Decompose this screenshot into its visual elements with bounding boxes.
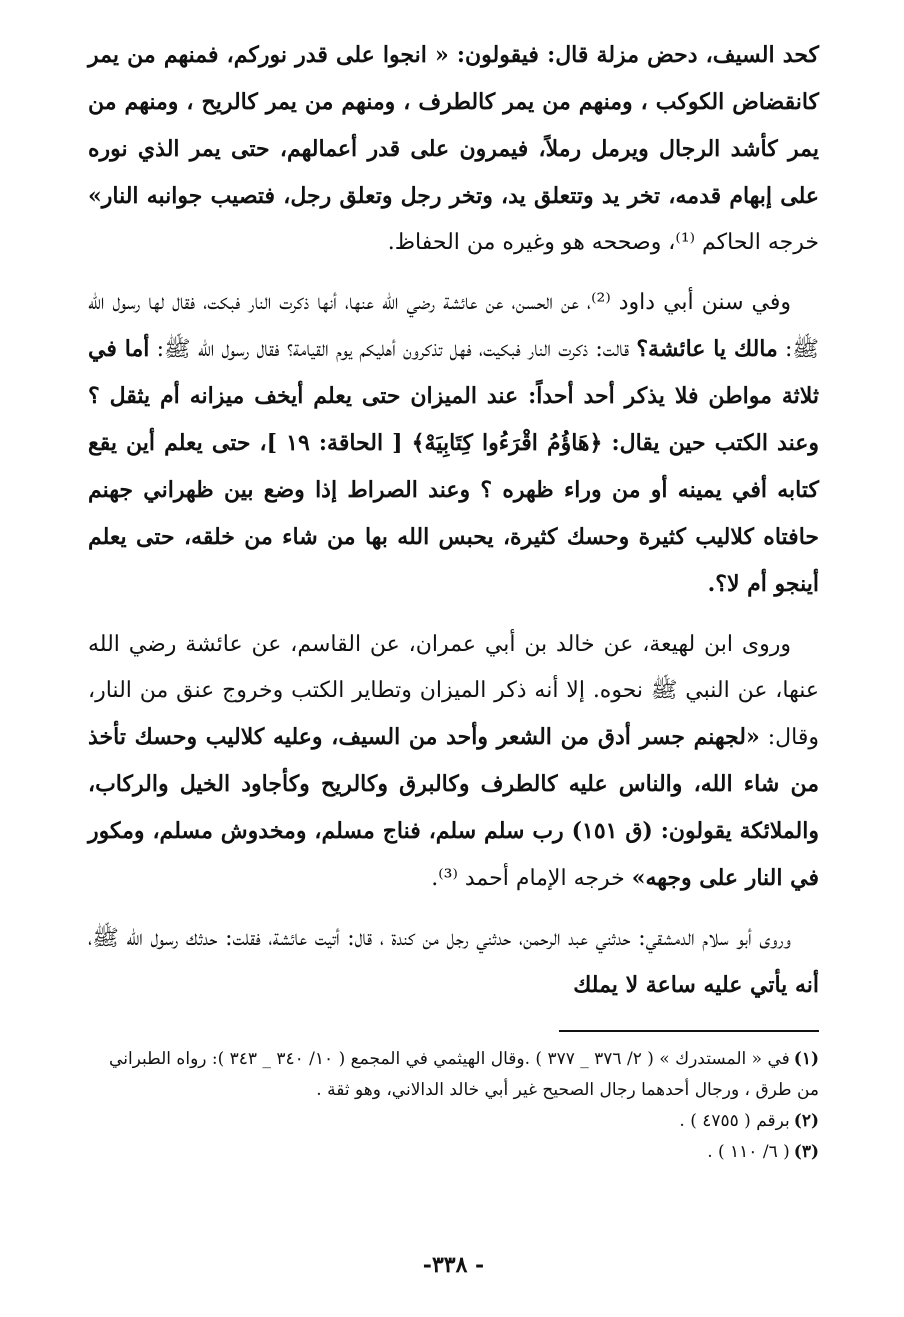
page-number: - ٣٣٨-: [422, 1252, 485, 1278]
hadith-text: أنه يأتي عليه ساعة لا يملك: [573, 972, 819, 998]
narration-text: وروى ابن لهيعة، عن خالد بن أبي عمران، عن القاسم، عن عائشة رضي الله عنها، عن النبي ﷺ نحوه. إلا أنه ذكر الميزان وتطاير الكتب وخروج عنق من النار، وقال:: [88, 632, 820, 750]
narration-text: خرجه الإمام أحمد ⁽³⁾.: [431, 866, 632, 891]
footnote: [88, 1137, 819, 1168]
footnote-number: (٢): [793, 1111, 819, 1131]
hadith-text: أما في ثلاثة مواطن فلا يذكر أحد أحداً: عند الميزان حتى يعلم أيخف ميزانه أم يثقل ؟ وعند الكتب حين يقال: ﴿هَاؤُمُ اقْرَءُوا كِتَابِيَهْ﴾ [ الحاقة: ١٩ ]، حتى يعلم أين يقع كتابه أفي يمينه أو من وراء ظهره ؟ وعند الصراط إذا وضع بين ظهراني جهنم حافتاه كلاليب كثيرة وحسك كثيرة، يحبس الله بها من شاء من خلقه، حتى يعلم أينجو أم لا؟.: [88, 336, 819, 597]
narration-text: وفي سنن أبي داود ⁽²⁾، عن الحسن، عن عائشة رضي الله عنها، أنها ذكرت النار فبكت، فقال لها رسول الله ﷺ:: [88, 290, 819, 362]
footnote-separator: [559, 1030, 819, 1032]
hadith-text: «لجهنم جسر أدق من الشعر وأحد من السيف، وعليه كلاليب وحسك تأخذ من شاء الله، والناس عليه كالطرف وكالبرق وكالريح وكأجاود الخيل والركاب، والملائكة يقولون: (ق ١٥١) رب سلم سلم، فناج مسلم، ومخدوش مسلم، ومكور في النار على وجهه»: [88, 724, 819, 891]
footnote-text: في « المستدرك » ( ٢/ ٣٧٦ _ ٣٧٧ ) .وقال الهيثمي في المجمع ( ١٠/ ٣٤٠ _ ٣٤٣ ): رواه الطبراني من طرق ، ورجال أحدهما رجال الصحيح غير أبي خالد الدالاني، وهو ثقة .: [109, 1049, 819, 1100]
narration-text: خرجه الحاكم ⁽¹⁾، وصححه هو وغيره من الحفاظ.: [387, 230, 819, 255]
footnote-text: ( ٦/ ١١٠ ) .: [707, 1142, 790, 1162]
footnotes: [88, 1044, 819, 1168]
footnote-number: (١): [793, 1049, 819, 1069]
narration-text: وروى أبو سلام الدمشقي: حدثني عبد الرحمن، حدثني رجل من كندة ، قال: أتيت عائشة، فقلت: حدثك رسول الله ﷺ،: [88, 926, 791, 951]
narration-text: قالت: ذكرت النار فبكيت، فهل تذكرون أهليكم يوم القيامة؟ فقال رسول الله ﷺ:: [149, 337, 637, 362]
hadith-text: كحد السيف، دحض مزلة قال: فيقولون: « انجوا على قدر نوركم، فمنهم من يمر كانقضاض الكوكب ، ومنهم من يمر كالطرف ، ومنهم من يمر كالريح ، ومنهم من يمر كأشد الرجال ويرمل رملاً، فيمرون على قدر أعمالهم، حتى يمر الذي نوره على إبهام قدمه، تخر يد وتتعلق يد، وتخر رجل وتعلق رجل، فتصيب جوانبه النار»: [88, 42, 819, 209]
paragraph: [88, 280, 819, 608]
book-page: [88, 32, 819, 1317]
body-text: [88, 32, 819, 1009]
footnote: [88, 1106, 819, 1137]
footnote-text: برقم ( ٤٧٥٥ ) .: [679, 1111, 790, 1131]
paragraph: [88, 622, 819, 902]
footnote-number: (٣): [793, 1142, 819, 1162]
hadith-text: مالك يا عائشة؟: [636, 336, 778, 362]
paragraph: [88, 32, 819, 266]
paragraph: [88, 916, 819, 1009]
footnote: [88, 1044, 819, 1106]
